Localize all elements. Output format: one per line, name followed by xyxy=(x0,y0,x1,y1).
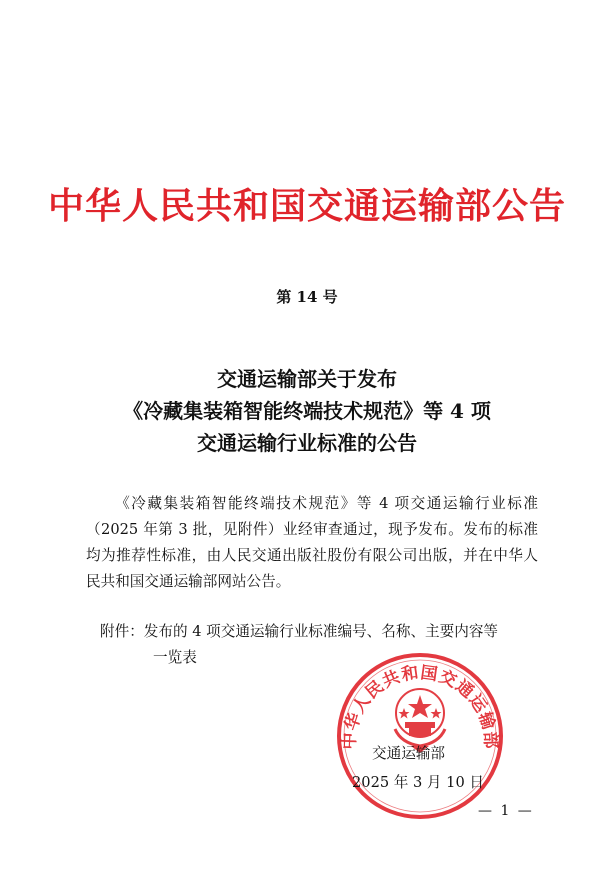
attachment-line-2: 一览表 xyxy=(153,649,197,666)
title-line-3: 交通运输行业标准的公告 xyxy=(197,431,417,455)
attachment-line-1: 附件：发布的 4 项交通运输行业标准编号、名称、主要内容等 xyxy=(100,623,499,640)
official-seal-stamp xyxy=(335,651,505,821)
issuing-authority: 交通运输部 xyxy=(372,745,445,762)
document-number: 第 14 号 xyxy=(276,288,338,306)
title-line-2: 《冷藏集装箱智能终端技术规范》等 4 项 xyxy=(123,399,491,423)
page-number: — 1 — xyxy=(478,803,534,819)
body-paragraph: 《冷藏集装箱智能终端技术规范》等 4 项交通运输行业标准（2025 年第 3 批，见附件）业经审查通过，现予发布。发布的标准均为推荐性标准，由人民交通出版社股份有限公司出版，并在中华人民共和国交通运输部网站公告。 xyxy=(86,495,538,590)
seal-text: 中华人民共和国交通运输部 xyxy=(339,663,501,750)
title-line-1: 交通运输部关于发布 xyxy=(217,367,397,391)
body-text xyxy=(86,491,538,595)
masthead-title: 中华人民共和国交通运输部公告 xyxy=(47,185,566,227)
document-title xyxy=(0,363,614,459)
issue-date: 2025 年 3 月 10 日 xyxy=(352,774,484,791)
